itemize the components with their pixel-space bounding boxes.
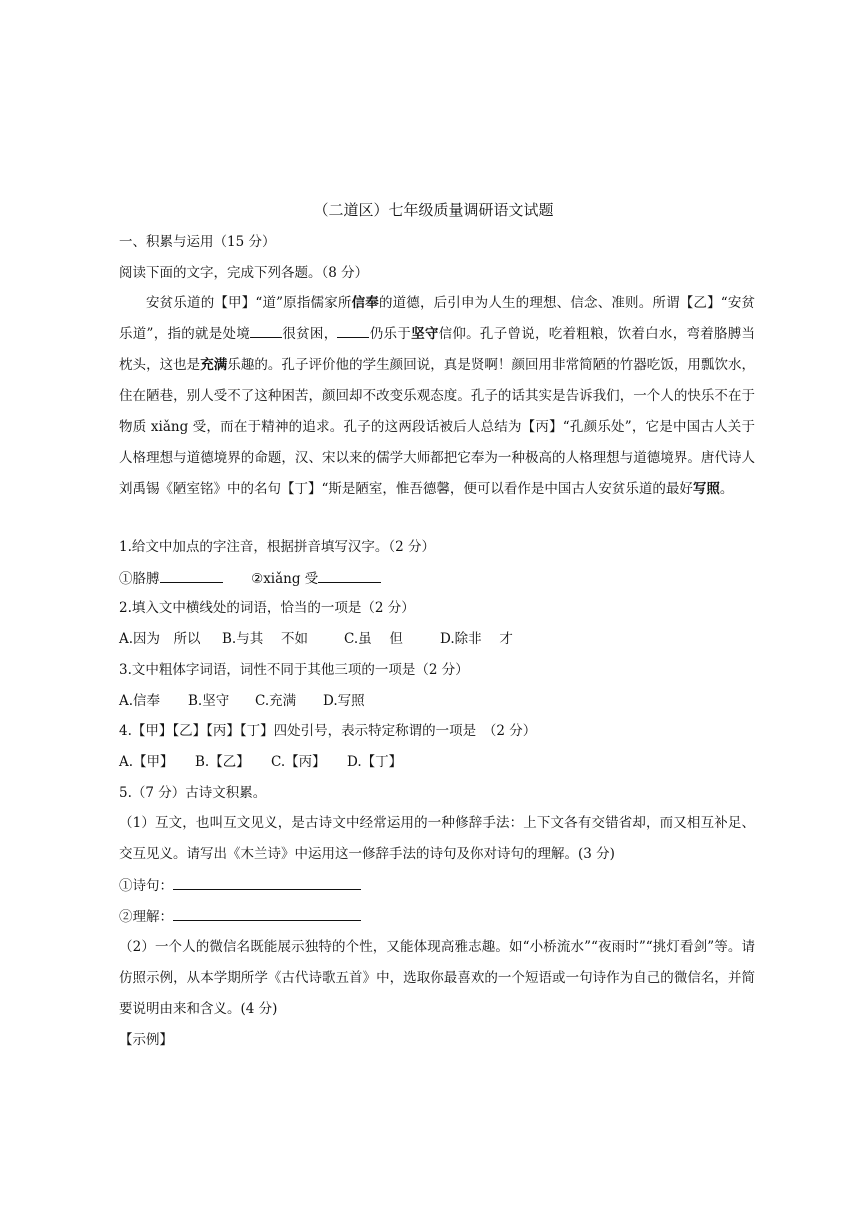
reading-passage: [119, 288, 755, 505]
question-4-options: [119, 752, 402, 772]
fill-blank-2[interactable]: [337, 323, 369, 338]
question-5-part-2: （2）一个人的微信名既能展示独特的个性，又能体现高雅志趣。如“小桥流水”“夜雨时”“挑灯看剑”等。请仿照示例，从本学期所学《古代诗歌五首》中，选取你最喜欢的一个短语或一句诗作为自己的微信名，并简要说明由来和含义。(4 分): [119, 939, 755, 1017]
q1-item-b: ②xiǎng 受: [251, 571, 319, 587]
q4-option-c[interactable]: C.【丙】: [271, 754, 326, 770]
page-title: （二道区）七年级质量调研语文试题: [313, 201, 554, 219]
q1-item-a: ①胳膊: [119, 571, 160, 587]
question-3-stem: 3.文中粗体字词语，词性不同于其他三项的一项是（2 分）: [119, 662, 469, 678]
q4-option-d[interactable]: D.【丁】: [347, 754, 403, 770]
bold-word-xinfeng: 信奉: [351, 295, 379, 311]
q3-option-d[interactable]: D.写照: [323, 693, 365, 709]
understanding-label: ②理解：: [119, 909, 173, 925]
understanding-row: [119, 906, 361, 927]
poem-line-label: ①诗句：: [119, 878, 173, 894]
question-2-stem: 2.填入文中横线处的词语，恰当的一项是（2 分）: [119, 600, 415, 616]
q2-option-a[interactable]: A.因为 所以: [119, 631, 201, 647]
passage-text: 很贫困，: [282, 326, 338, 342]
passage-text: 乐趣的。孔子评价他的学生颜回说，真是贤啊！颜回用非常简陋的竹器吃饭，用瓢饮水，住在陋巷，别人受不了这种困苦，颜回却不改变乐观态度。孔子的话其实是告诉我们，一个人的快乐不在于物质 xiǎng 受，而在于精神的追求。孔子的这两段话被后人总结为【丙】“孔颜乐处”，它是中国古人关于人格理想与道德境界的命题，汉、宋以来的儒学大师都把它奉为一种极高的人格理想与道德境界。唐代诗人刘禹锡《陋室铭》中的名句【丁】“斯是陋室，惟吾德馨，便可以看作是中国古人安贫乐道的最好: [119, 357, 756, 497]
question-2-options: [119, 629, 513, 649]
question-4-stem: 4.【甲】【乙】【丙】【丁】四处引号，表示特定称谓的一项是 （2 分）: [119, 723, 537, 739]
bold-word-jianshou: 坚守: [411, 326, 439, 342]
q3-option-b[interactable]: B.坚守: [188, 693, 230, 709]
q2-option-b[interactable]: B.与其 不如: [222, 631, 309, 647]
passage-text: 安贫乐道的【甲】“道”原指儒家所: [146, 295, 352, 311]
section-heading: 一、积累与运用（15 分）: [119, 234, 276, 250]
q2-option-c[interactable]: C.虽 但: [344, 631, 403, 647]
passage-text: 仍乐于: [369, 326, 412, 342]
bold-word-chongman: 充满: [200, 357, 228, 373]
q4-option-b[interactable]: B.【乙】: [195, 754, 250, 770]
question-1-answers: [119, 568, 381, 589]
q3-option-a[interactable]: A.信奉: [119, 693, 161, 709]
passage-text: 。: [719, 481, 734, 497]
bold-word-xiezhao: 写照: [692, 481, 720, 497]
question-5-part-1: （1）互文，也叫互文见义，是古诗文中经常运用的一种修辞手法：上下文各有交错省却，而又相互补足、交互见义。请写出《木兰诗》中运用这一修辞手法的诗句及你对诗句的理解。(3 分): [119, 815, 755, 862]
question-5-stem: 5.（7 分）古诗文积累。: [119, 785, 267, 801]
example-label: 【示例】: [119, 1032, 173, 1048]
reading-instruction: 阅读下面的文字，完成下列各题。（8 分）: [119, 265, 369, 281]
q2-option-d[interactable]: D.除非 才: [440, 631, 513, 647]
poem-line-answer[interactable]: [173, 875, 361, 890]
question-3-options: [119, 691, 365, 711]
passage-text: 的道德，后引申为人生的理想、信念、准则。所谓【乙】“安贫乐道”，指的就是处境: [119, 295, 756, 342]
understanding-answer[interactable]: [173, 906, 361, 921]
q1-answer-a[interactable]: [160, 568, 223, 583]
fill-blank-1[interactable]: [250, 323, 282, 338]
question-1-stem: 1.给文中加点的字注音，根据拼音填写汉字。（2 分）: [119, 539, 436, 555]
passage-text: 信仰。孔子曾说，吃着粗粮，饮着白水，弯着胳膊当枕头，这也是: [119, 326, 756, 373]
poem-line-row: [119, 875, 361, 896]
q4-option-a[interactable]: A.【甲】: [119, 754, 174, 770]
q3-option-c[interactable]: C.充满: [255, 693, 297, 709]
q1-answer-b[interactable]: [318, 568, 381, 583]
